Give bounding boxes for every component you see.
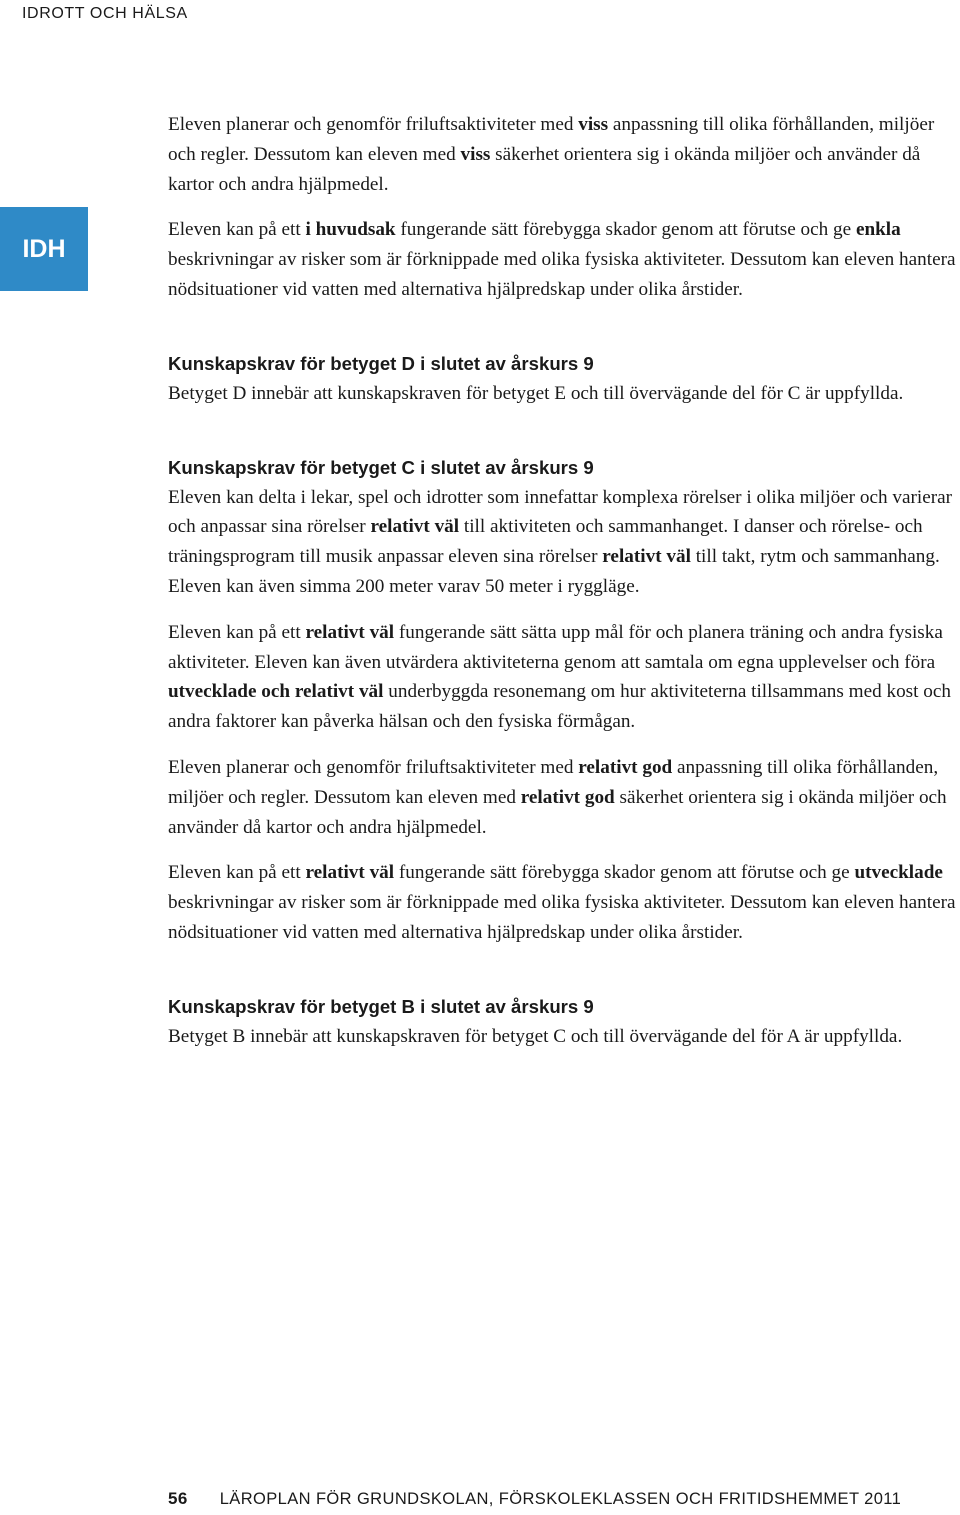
emphasis-term: relativt väl [602, 546, 691, 568]
paragraph: Eleven planerar och genomför friluftsaktiviteter med relativt god anpassning till olika förhållanden, miljöer och regler. Dessutom kan eleven med relativt god säkerhet orientera sig i okända miljöer och använder då kartor och andra hjälpmedel. [168, 756, 947, 838]
section-grade-c [168, 453, 960, 948]
paragraph: Eleven planerar och genomför friluftsaktiviteter med viss anpassning till olika förhållanden, miljöer och regler. Dessutom kan eleven med viss säkerhet orientera sig i okända miljöer och använder då kartor och andra hjälpmedel. [168, 114, 935, 195]
emphasis-term: enkla [855, 219, 901, 241]
section-heading: Kunskapskrav för betyget C i slutet av årskurs 9 [168, 456, 594, 478]
section-grade-b [168, 992, 960, 1052]
emphasis-term: relativt väl [370, 516, 460, 538]
subject-tab-label: IDH [22, 234, 66, 263]
paragraph: Eleven kan på ett relativt väl fungerande sätt förebygga skador genom att förutse och ge utvecklade beskrivningar av risker som är förknippade med olika fysiska aktiviteter. Dessutom kan eleven hantera nödsituationer vid vatten med alternativa hjälpredskap under olika årstider. [168, 862, 956, 943]
emphasis-term: relativt väl [305, 862, 395, 884]
paragraph: Eleven kan på ett relativt väl fungerande sätt sätta upp mål för och planera träning och andra fysiska aktiviteter. Eleven kan även utvärdera aktiviteterna genom att samtala om egna upplevelser och föra utvecklade och relativt väl underbyggda resonemang om hur aktiviteterna tillsammans med kost och andra faktorer kan påverka hälsan och den fysiska förmågan. [168, 621, 951, 733]
page-number: 56 [168, 1489, 188, 1508]
paragraph: Eleven kan delta i lekar, spel och idrotter som innefattar komplexa rörelser i olika miljöer och varierar och anpassar sina rörelser relativt väl till aktiviteten och sammanhanget. I danser och rörelse- och träningsprogram till musik anpassar eleven sina rörelser relativt väl till takt, rytm och sammanhang. Eleven kan även simma 200 meter varav 50 meter i ryggläge. [168, 486, 953, 597]
emphasis-term: relativt god [578, 756, 673, 778]
section-heading: Kunskapskrav för betyget B i slutet av årskurs 9 [168, 995, 594, 1017]
paragraph: Eleven kan på ett i huvudsak fungerande sätt förebygga skador genom att förutse och ge enkla beskrivningar av risker som är förknippade med olika fysiska aktiviteter. Dessutom kan eleven hantera nödsituationer vid vatten med alternativa hjälpredskap under olika årstider. [168, 219, 956, 300]
emphasis-term: viss [578, 114, 609, 135]
section-grade-d [168, 349, 960, 409]
section-heading: Kunskapskrav för betyget D i slutet av årskurs 9 [168, 352, 594, 374]
emphasis-term: viss [460, 143, 491, 165]
publication-title: LÄROPLAN FÖR GRUNDSKOLAN, FÖRSKOLEKLASSEN OCH FRITIDSHEMMET 2011 [219, 1490, 902, 1508]
subject-tab [0, 207, 88, 291]
paragraph: Betyget D innebär att kunskapskraven för betyget E och till övervägande del för C är uppfyllda. [168, 382, 904, 404]
running-head: IDROTT OCH HÄLSA [22, 5, 188, 22]
emphasis-term: utvecklade och relativt väl [168, 681, 384, 703]
emphasis-term: relativt väl [305, 621, 395, 643]
emphasis-term: i huvudsak [305, 219, 396, 241]
emphasis-term: utvecklade [854, 862, 943, 884]
main-content [168, 110, 960, 1068]
page-footer [168, 1489, 901, 1509]
paragraph: Betyget B innebär att kunskapskraven för betyget C och till övervägande del för A är uppfyllda. [168, 1025, 903, 1047]
emphasis-term: relativt god [520, 786, 615, 808]
